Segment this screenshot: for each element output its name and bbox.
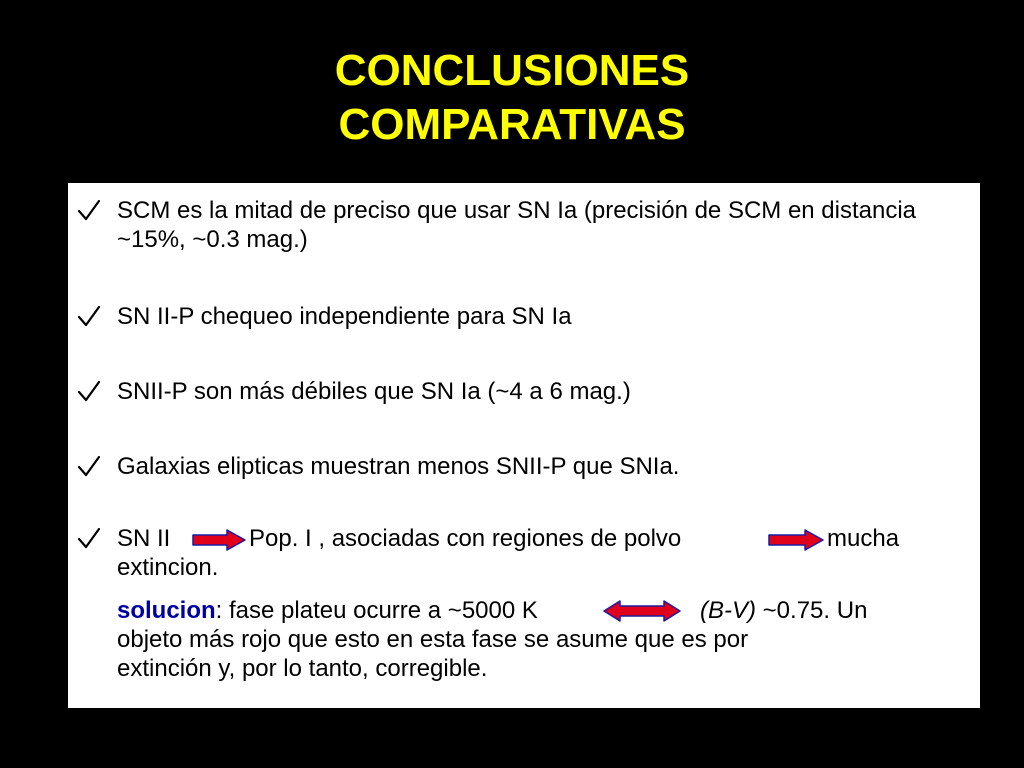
title-line-2: COMPARATIVAS xyxy=(338,100,686,149)
bullet-text-4: Galaxias elipticas muestran menos SNII-P que SNIa. xyxy=(117,453,680,480)
checkmark-icon xyxy=(76,196,102,225)
checkmark-icon xyxy=(76,377,102,406)
bullet-item-5 xyxy=(68,524,980,584)
solution-line-3: extinción y, por lo tanto, corregible. xyxy=(117,655,488,682)
title-line-1: CONCLUSIONES xyxy=(334,46,690,95)
bullet-item-2 xyxy=(68,302,980,331)
bullet-item-3 xyxy=(68,377,980,406)
solution-text-a: : fase plateu ocurre a ~5000 K xyxy=(215,597,538,624)
bullet5-part2: Pop. I , asociadas con regiones de polvo xyxy=(249,525,682,552)
solution-label: solucion xyxy=(117,597,216,624)
red-double-arrow-icon xyxy=(602,600,682,622)
solution-line-1 xyxy=(117,596,940,625)
solution-italic: (B-V) xyxy=(700,597,756,624)
solution-line-2: objeto más rojo que esto en esta fase se asume que es por xyxy=(117,626,749,653)
checkmark-icon xyxy=(76,452,102,481)
red-arrow-right-icon xyxy=(191,529,247,551)
content-panel xyxy=(68,183,980,708)
bullet-text-3: SNII-P son más débiles que SN Ia (~4 a 6 mag.) xyxy=(117,378,631,405)
bullet5-part1: SN II xyxy=(117,525,171,552)
checkmark-icon xyxy=(76,524,102,553)
solution-paragraph xyxy=(117,596,940,686)
solution-text-b: ~0.75. Un xyxy=(756,597,868,624)
bullet-item-1 xyxy=(68,196,980,256)
slide-title xyxy=(0,44,1024,152)
bullet5-part4: extincion. xyxy=(117,554,219,581)
checkmark-icon xyxy=(76,302,102,331)
bullet-text-2: SN II-P chequeo independiente para SN Ia xyxy=(117,303,572,330)
red-arrow-right-icon xyxy=(767,529,825,551)
solution-line-1-tail xyxy=(700,596,867,625)
bullet-item-4 xyxy=(68,452,980,481)
bullet5-part3: mucha xyxy=(827,525,900,552)
bullet-text-1: SCM es la mitad de preciso que usar SN Ia (precisión de SCM en distancia ~15%, ~0.3 mag.) xyxy=(117,197,917,253)
